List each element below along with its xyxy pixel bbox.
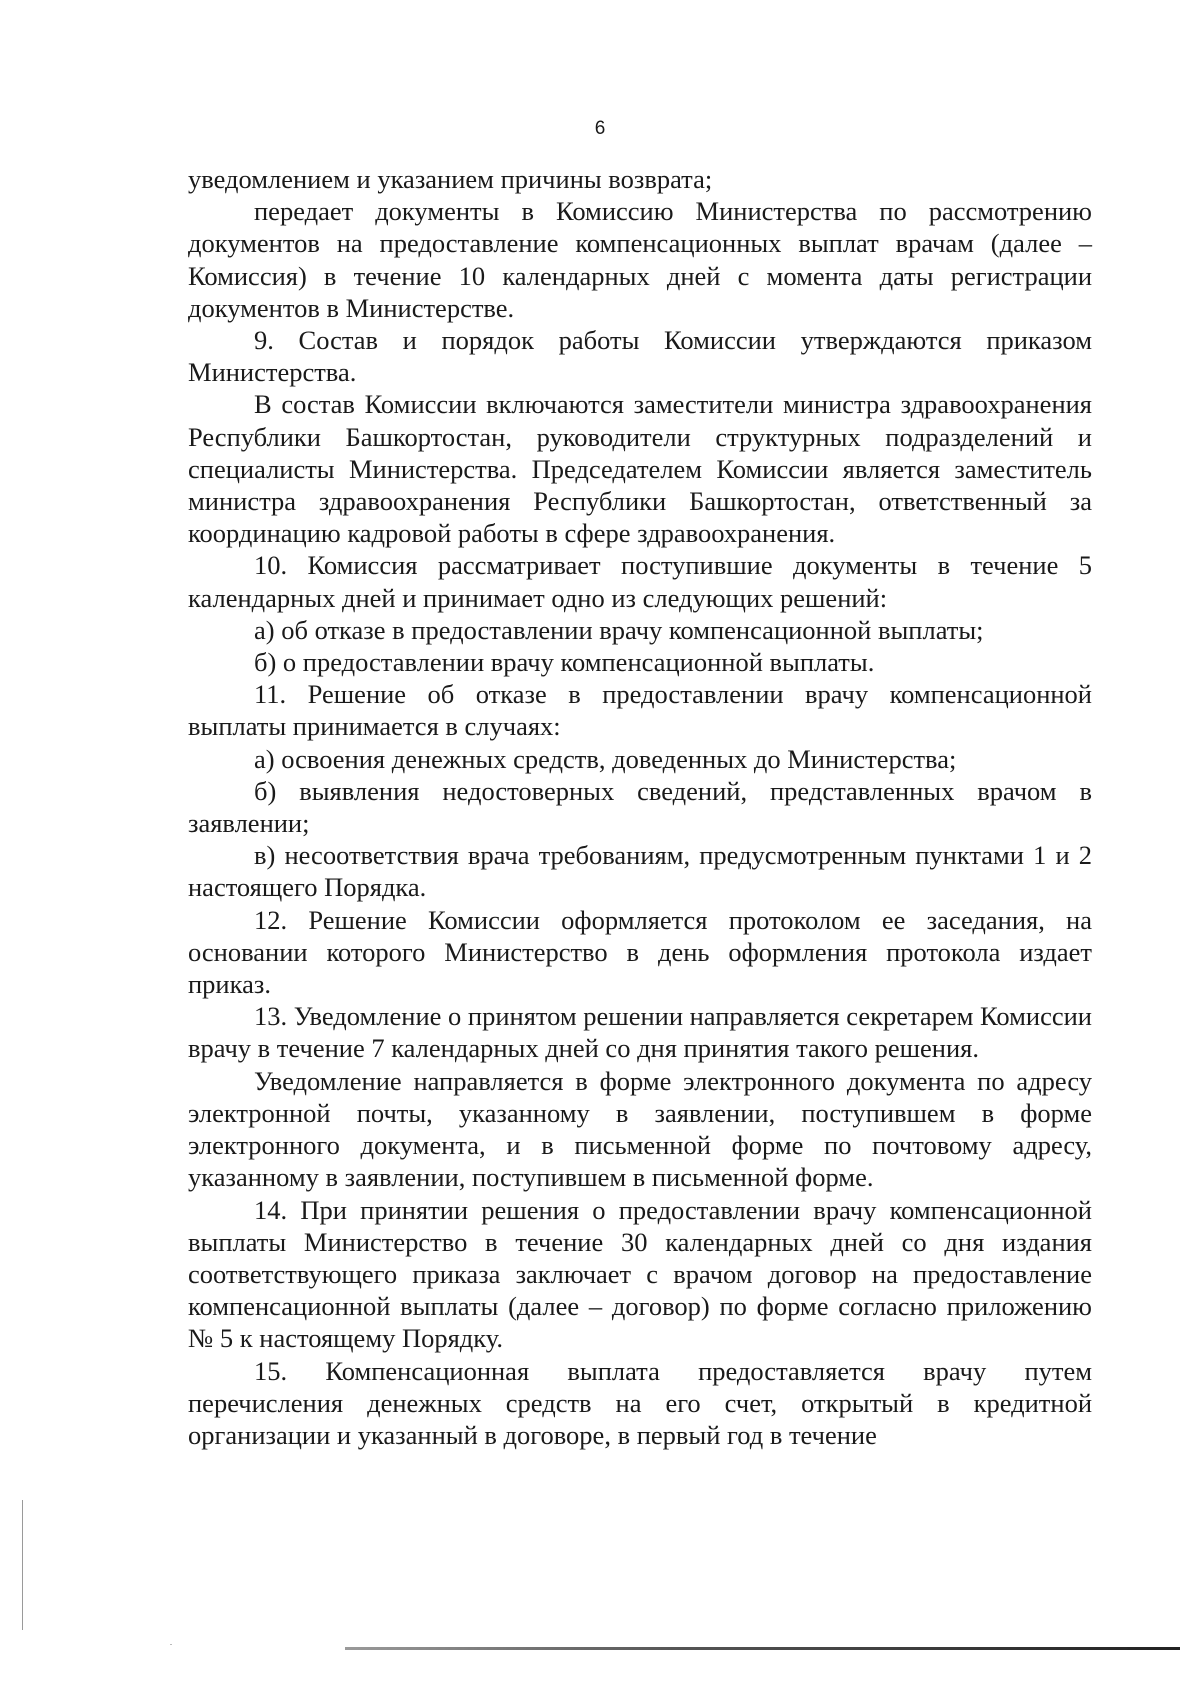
paragraph-item-9: 9. Состав и порядок работы Комиссии утверждаются приказом Министерства. — [188, 325, 1092, 388]
scan-artifact-bottom-line — [345, 1647, 1180, 1650]
scan-artifact-dot — [170, 1644, 172, 1645]
paragraph-transfer-documents: передает документы в Комиссию Министерства по рассмотрению документов на предоставление компенсационных выплат врачам (далее – Комиссия) в течение 10 календарных дней с момента даты регистрации документов в Министерстве. — [188, 196, 1092, 323]
paragraph-notification-form: Уведомление направляется в форме электронного документа по адресу электронной почты, указанному в заявлении, поступившем в форме электронного документа, и в письменной форме по почтовому адресу, указанному в заявлении, поступившем в письменной форме. — [188, 1065, 1092, 1193]
paragraph-item-13: 13. Уведомление о принятом решении направляется секретарем Комиссии врачу в течение 7 календарных дней со дня принятия такого решения. — [188, 1001, 1092, 1064]
paragraph-item-11-v: в) несоответствия врача требованиям, предусмотренным пунктами 1 и 2 настоящего Порядка. — [188, 840, 1092, 903]
paragraph-item-12: 12. Решение Комиссии оформляется протоколом ее заседания, на основании которого Министерство в день оформления протокола издает приказ. — [188, 904, 1092, 1000]
paragraph-item-15: 15. Компенсационная выплата предоставляется врачу путем перечисления денежных средств на его счет, открытый в кредитной организации и указанный в договоре, в первый год в течение — [188, 1355, 1092, 1450]
paragraph-item-11-b: б) выявления недостоверных сведений, представленных врачом в заявлении; — [188, 775, 1092, 839]
document-body — [188, 163, 1092, 1451]
paragraph-item-14: 14. При принятии решения о предоставлении врачу компенсационной выплаты Министерство в течение 30 календарных дней со дня издания соответствующего приказа заключает с врачом договор на предоставление компенсационной выплаты (далее – договор) по форме согласно приложению № 5 к настоящему Порядку. — [188, 1194, 1092, 1354]
paragraph-item-11: 11. Решение об отказе в предоставлении врачу компенсационной выплаты принимается в случаях: — [188, 679, 1092, 742]
paragraph-item-10-a: а) об отказе в предоставлении врачу компенсационной выплаты; — [254, 614, 984, 645]
paragraph-item-10-b: б) о предоставлении врачу компенсационной выплаты. — [254, 647, 875, 678]
page-number: 6 — [594, 118, 606, 139]
paragraph-commission-composition: В состав Комиссии включаются заместители министра здравоохранения Республики Башкортостан, руководители структурных подразделений и специалисты Министерства. Председателем Комиссии является заместитель министра здравоохранения Республики Башкортостан, ответственный за координацию кадровой работы в сфере здравоохранения. — [188, 389, 1092, 549]
paragraph-return-notice: уведомлением и указанием причины возврата; — [188, 164, 713, 194]
scan-artifact-left-line — [22, 1500, 23, 1630]
paragraph-item-10: 10. Комиссия рассматривает поступившие документы в течение 5 календарных дней и принимает одно из следующих решений: — [188, 550, 1092, 613]
paragraph-item-11-a: а) освоения денежных средств, доведенных до Министерства; — [254, 743, 957, 774]
